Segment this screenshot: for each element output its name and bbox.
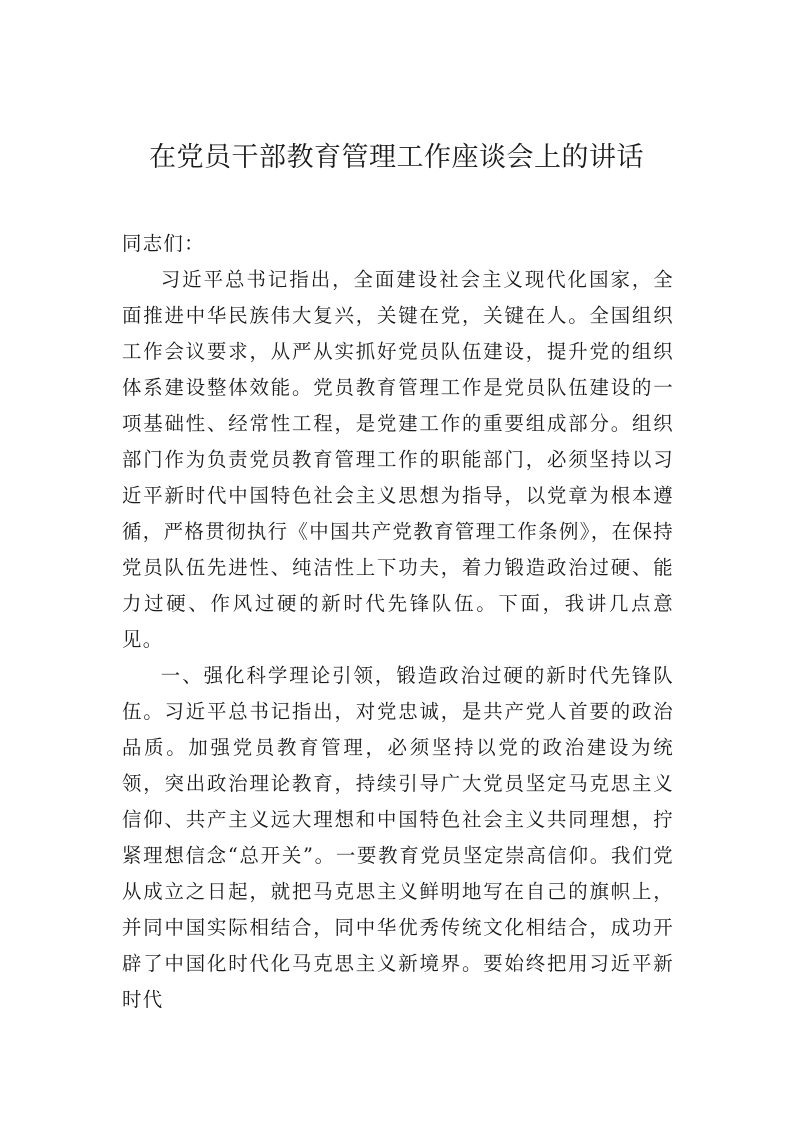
paragraph-intro: 习近平总书记指出，全面建设社会主义现代化国家，全面推进中华民族伟大复兴，关键在党，关键在人。全国组织工作会议要求，从严从实抓好党员队伍建设，提升党的组织体系建设整体效能。党员教育管理工作是党员队伍建设的一项基础性、经常性工程，是党建工作的重要组成部分。组织部门作为负责党员教育管理工作的职能部门，必须坚持以习近平新时代中国特色社会主义思想为指导，以党章为根本遵循，严格贯彻执行《中国共产党教育管理工作条例》，在保持党员队伍先进性、纯洁性上下功夫，着力锻造政治过硬、能力过硬、作风过硬的新时代先锋队伍。下面，我讲几点意见。: [122, 268, 674, 651]
document-body: [122, 226, 674, 1018]
salutation: 同志们：: [122, 232, 205, 255]
paragraph-section-one: 一、强化科学理论引领，锻造政治过硬的新时代先锋队伍。习近平总书记指出，对党忠诚，是共产党人首要的政治品质。加强党员教育管理，必须坚持以党的政治建设为统领，突出政治理论教育，持续引导广大党员坚定马克思主义信仰、共产主义远大理想和中国特色社会主义共同理想，拧紧理想信念“总开关”。一要教育党员坚定崇高信仰。我们党从成立之日起，就把马克思主义鲜明地写在自己的旗帜上，并同中国实际相结合，同中华优秀传统文化相结合，成功开辟了中国化时代化马克思主义新境界。要始终把用习近平新时代: [122, 664, 674, 1011]
document-title: 在党员干部教育管理工作座谈会上的讲话: [149, 142, 644, 173]
